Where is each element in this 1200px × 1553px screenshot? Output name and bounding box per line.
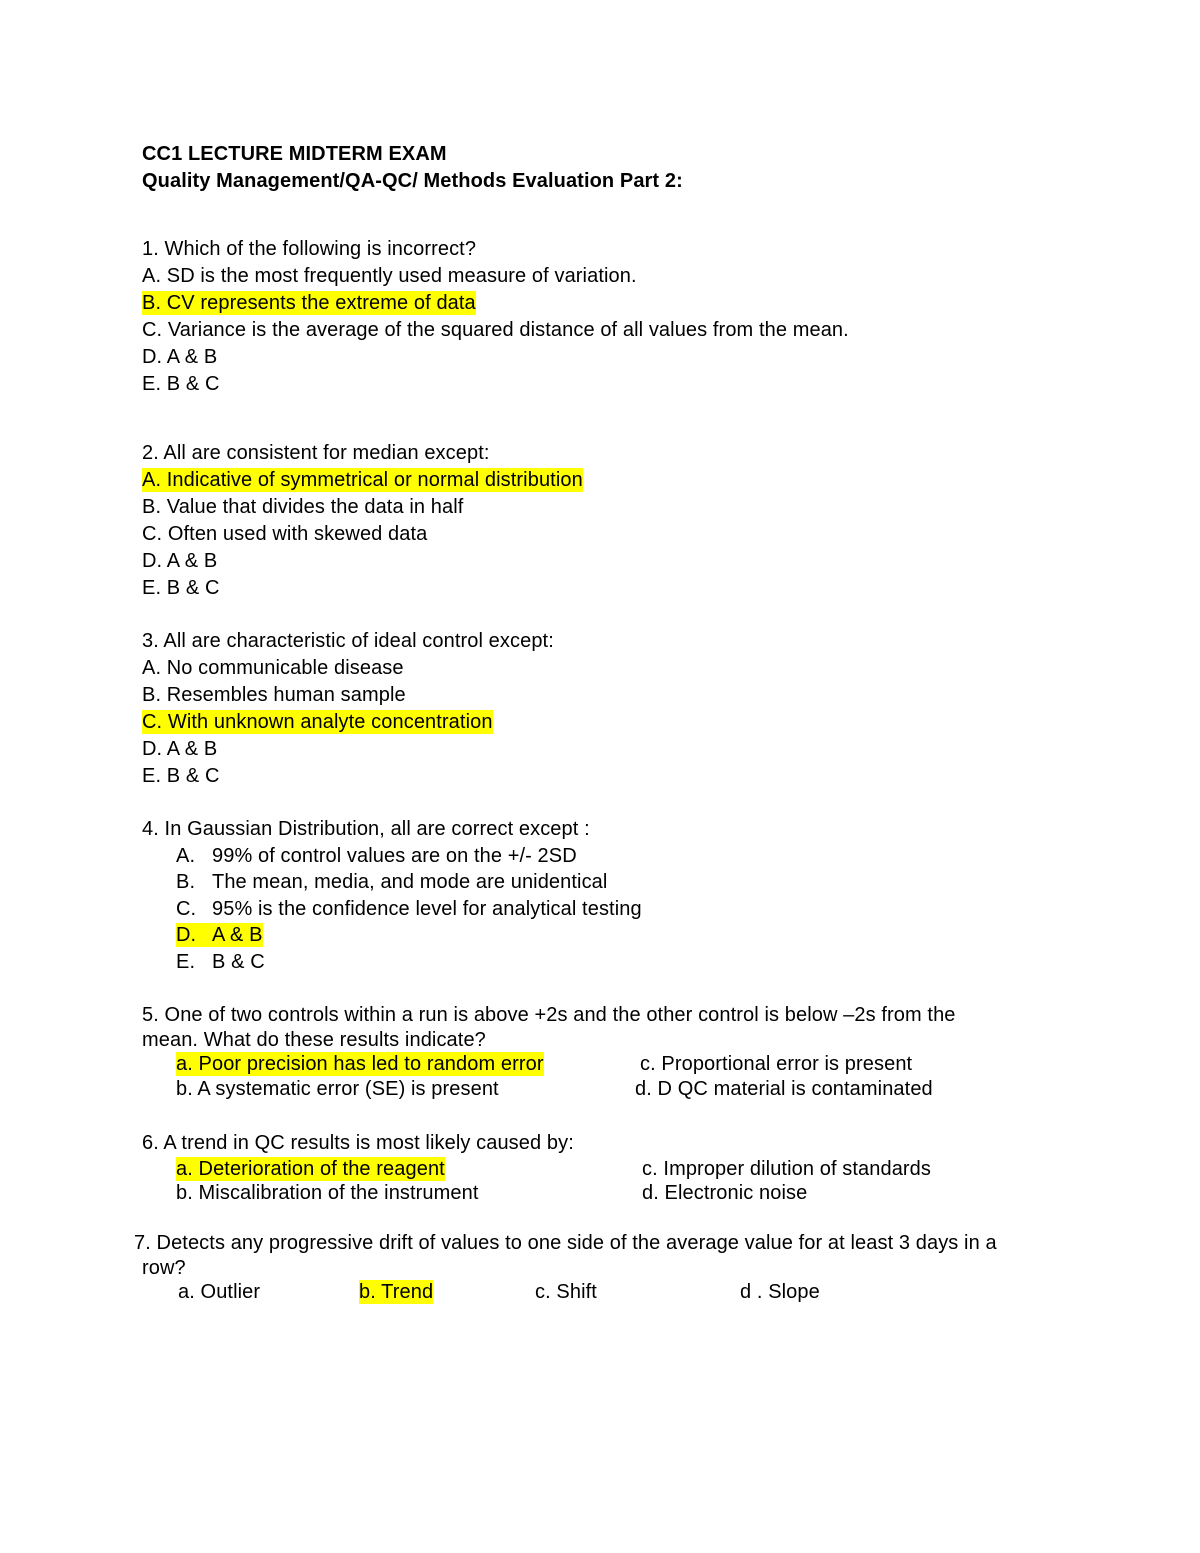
q7-option-b-answer: b. Trend bbox=[359, 1281, 434, 1303]
q5-option-a-answer: a. Poor precision has led to random error bbox=[176, 1053, 544, 1075]
q3-option-b: B. Resembles human sample bbox=[142, 684, 406, 706]
q6-stem: 6. A trend in QC results is most likely caused by: bbox=[142, 1132, 574, 1154]
q2-stem: 2. All are consistent for median except: bbox=[142, 442, 490, 464]
q3-stem: 3. All are characteristic of ideal control except: bbox=[142, 630, 554, 652]
q4-option-a-text: 99% of control values are on the +/- 2SD bbox=[212, 845, 577, 867]
q3-option-e: E. B & C bbox=[142, 765, 220, 787]
q4-option-c-letter: C. bbox=[176, 898, 197, 920]
q4-option-c-text: 95% is the confidence level for analytical testing bbox=[212, 898, 642, 920]
q7-option-c: c. Shift bbox=[535, 1281, 597, 1303]
q5-stem-line1: 5. One of two controls within a run is above +2s and the other control is below –2s from the bbox=[142, 1004, 956, 1026]
q4-option-b bbox=[176, 870, 607, 894]
exam-title: CC1 LECTURE MIDTERM EXAM bbox=[142, 143, 447, 165]
q5-option-d: d. D QC material is contaminated bbox=[635, 1078, 933, 1100]
q3-option-c-answer: C. With unknown analyte concentration bbox=[142, 711, 493, 733]
q6-option-d: d. Electronic noise bbox=[642, 1182, 808, 1204]
q1-option-b-answer: B. CV represents the extreme of data bbox=[142, 292, 476, 314]
q4-option-e-text: B & C bbox=[212, 951, 265, 973]
q4-option-c bbox=[176, 897, 642, 921]
q3-option-d: D. A & B bbox=[142, 738, 218, 760]
q7-option-a: a. Outlier bbox=[178, 1281, 261, 1303]
q2-option-c: C. Often used with skewed data bbox=[142, 523, 428, 545]
q7-stem-line2: row? bbox=[142, 1257, 186, 1279]
q7-stem-line1: 7. Detects any progressive drift of values to one side of the average value for at least 3 days in a bbox=[134, 1232, 997, 1254]
q3-option-a: A. No communicable disease bbox=[142, 657, 404, 679]
q4-option-a-letter: A. bbox=[176, 845, 196, 867]
q1-option-d: D. A & B bbox=[142, 346, 218, 368]
q4-stem: 4. In Gaussian Distribution, all are correct except : bbox=[142, 818, 590, 840]
q7-option-d: d . Slope bbox=[740, 1281, 820, 1303]
q4-option-a bbox=[176, 844, 577, 868]
exam-subtitle: Quality Management/QA-QC/ Methods Evaluation Part 2: bbox=[142, 170, 683, 192]
q4-option-e-letter: E. bbox=[176, 951, 196, 973]
q5-option-c: c. Proportional error is present bbox=[640, 1053, 913, 1075]
q4-option-d-letter: D. bbox=[176, 924, 197, 946]
q2-option-d: D. A & B bbox=[142, 550, 218, 572]
q2-option-e: E. B & C bbox=[142, 577, 220, 599]
q2-option-b: B. Value that divides the data in half bbox=[142, 496, 464, 518]
q6-option-c: c. Improper dilution of standards bbox=[642, 1158, 932, 1180]
q1-option-a: A. SD is the most frequently used measure of variation. bbox=[142, 265, 637, 287]
q4-option-e bbox=[176, 950, 265, 974]
q4-option-b-text: The mean, media, and mode are unidentical bbox=[212, 871, 608, 893]
q1-option-e: E. B & C bbox=[142, 373, 220, 395]
q5-stem-line2: mean. What do these results indicate? bbox=[142, 1029, 486, 1051]
q2-option-a-answer: A. Indicative of symmetrical or normal distribution bbox=[142, 469, 583, 491]
q4-option-b-letter: B. bbox=[176, 871, 196, 893]
q5-option-b: b. A systematic error (SE) is present bbox=[176, 1078, 499, 1100]
q4-option-d-answer bbox=[176, 923, 263, 947]
q1-stem: 1. Which of the following is incorrect? bbox=[142, 238, 477, 260]
q1-option-c: C. Variance is the average of the squared distance of all values from the mean. bbox=[142, 319, 849, 341]
q6-option-b: b. Miscalibration of the instrument bbox=[176, 1182, 479, 1204]
q6-option-a-answer: a. Deterioration of the reagent bbox=[176, 1158, 445, 1180]
q4-option-d-text: A & B bbox=[212, 924, 263, 946]
